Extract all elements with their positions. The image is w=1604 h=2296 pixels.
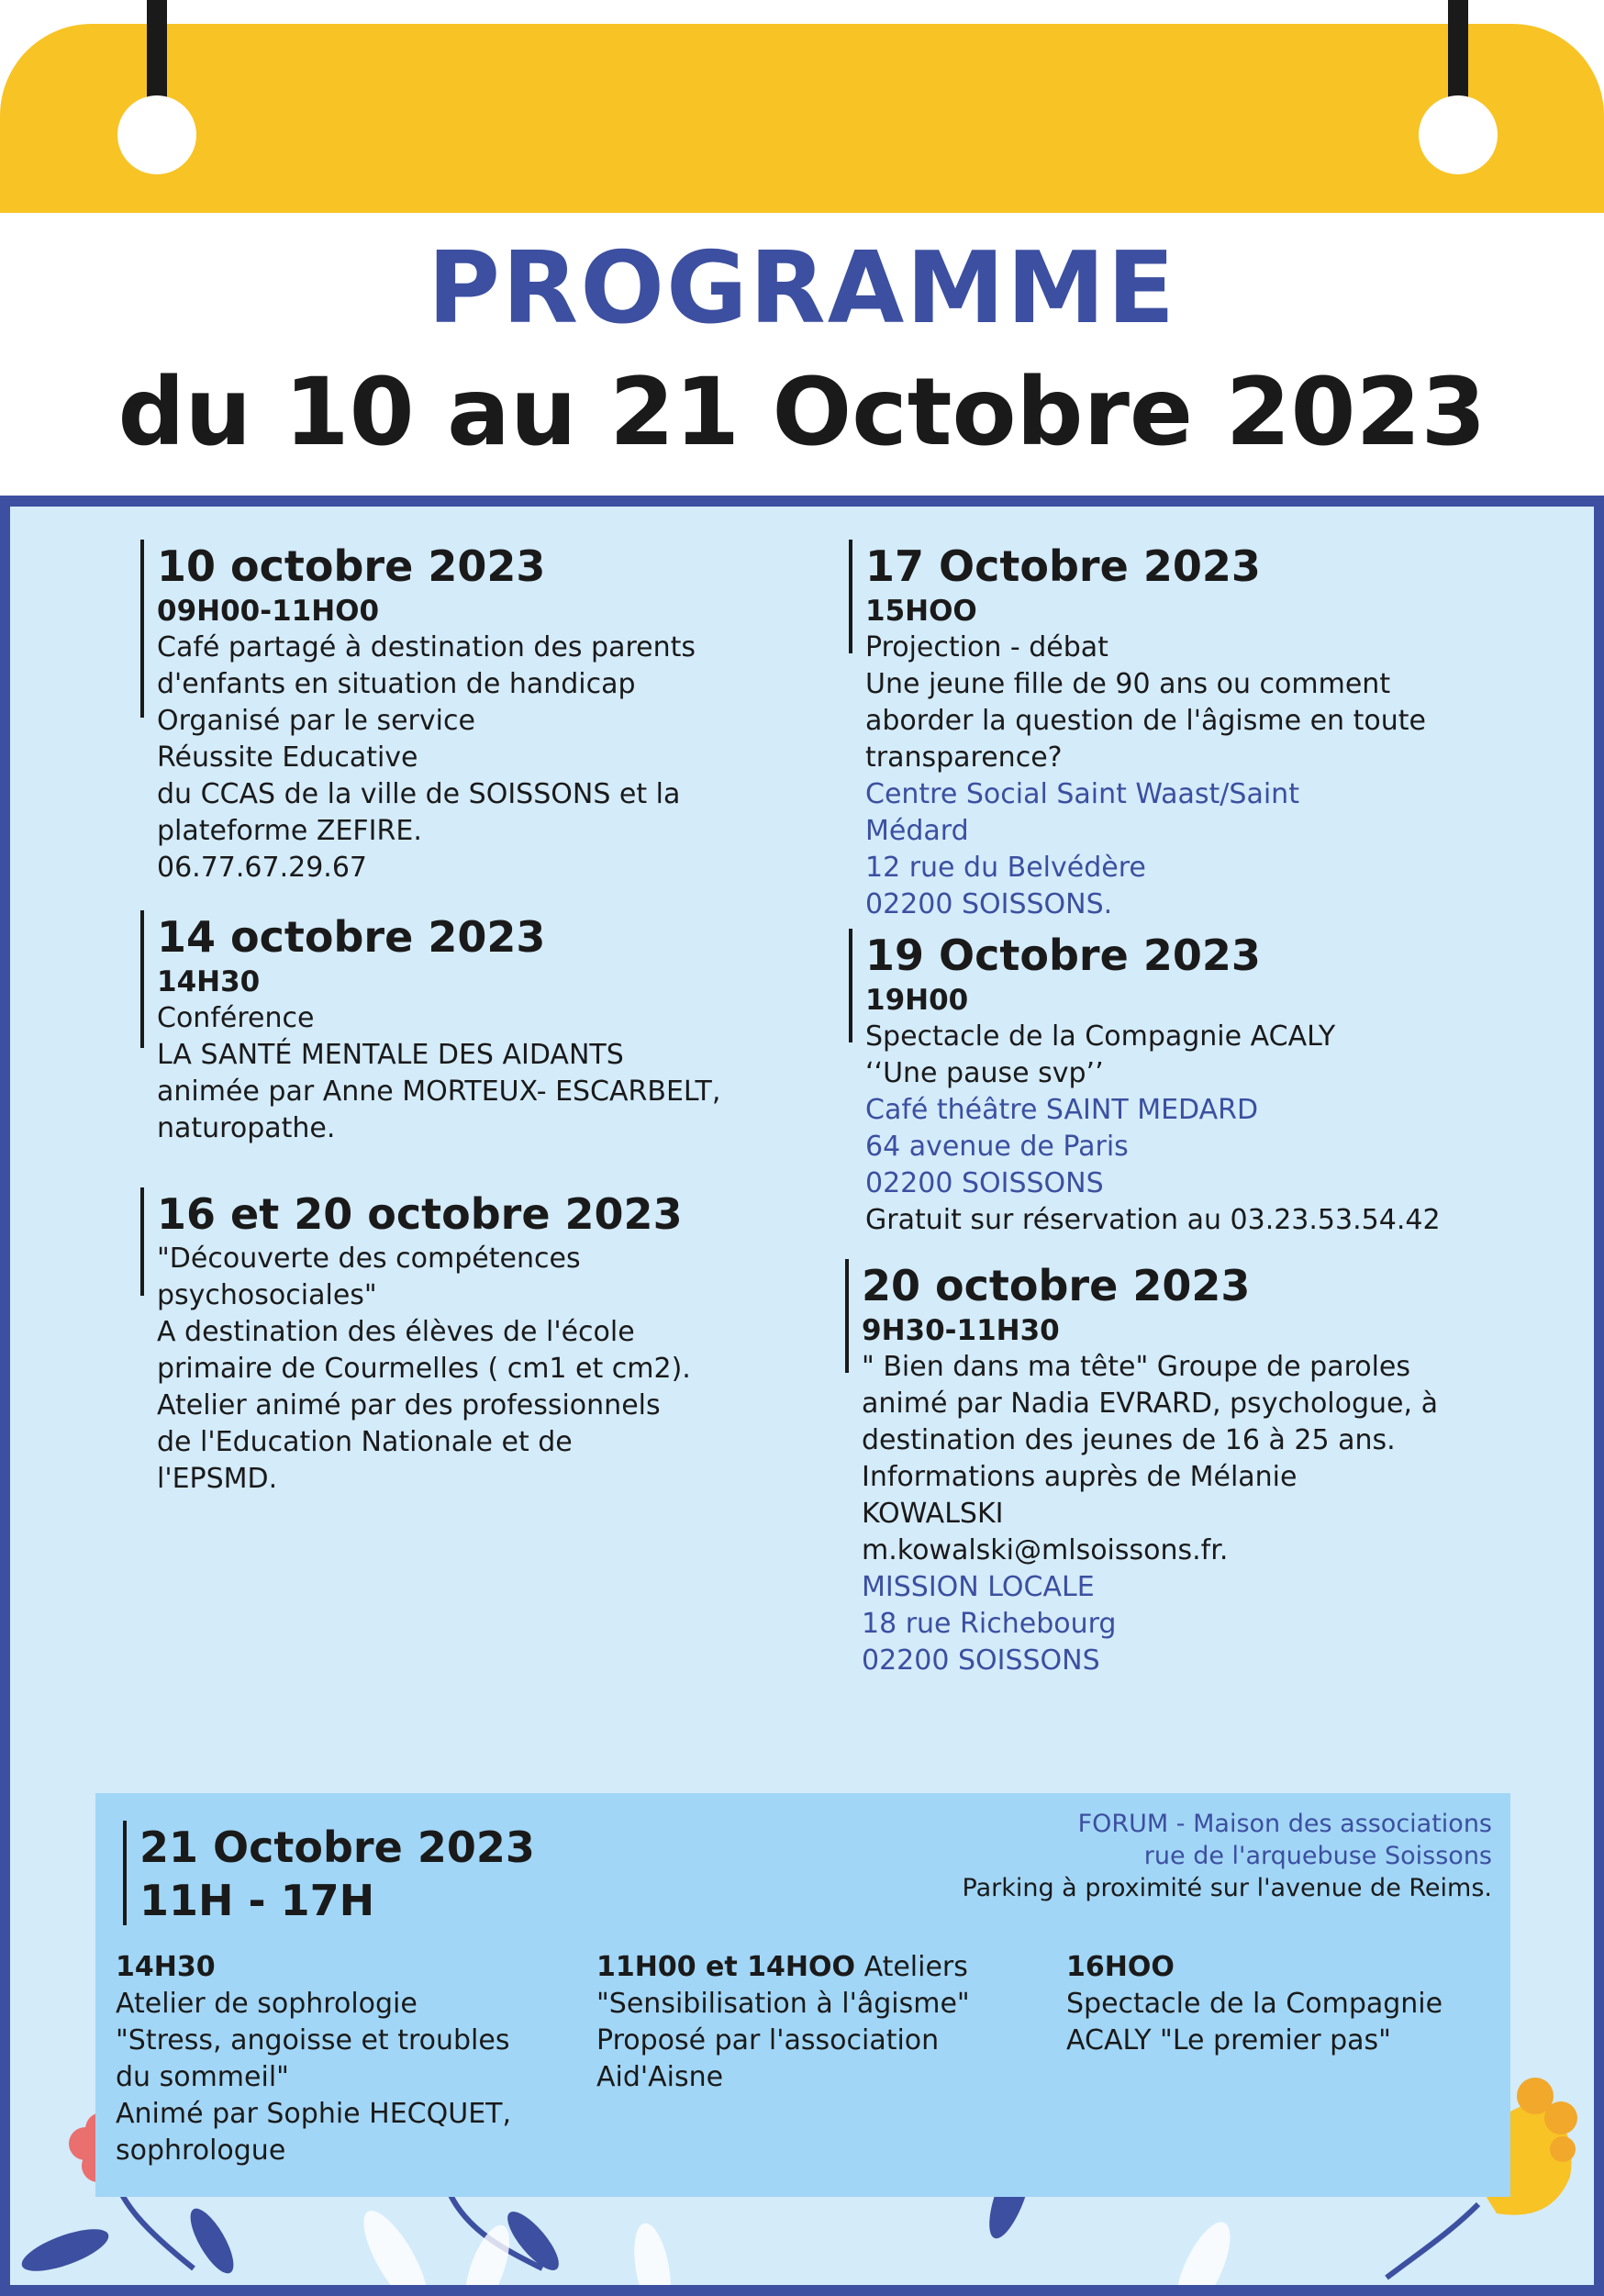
description-line: ‘‘Une pause svp’’: [865, 1057, 1104, 1089]
page-subtitle: du 10 au 21 Octobre 2023: [117, 358, 1487, 467]
description-line: ACALY "Le premier pas": [1066, 2024, 1391, 2056]
description-line: Une jeune fille de 90 ans ou comment: [865, 668, 1391, 700]
event-description: [157, 1241, 691, 1498]
description-line: A destination des élèves de l'école: [157, 1316, 635, 1348]
forum-hours: 11H - 17H: [139, 1876, 375, 1925]
event-time: 09H00-11HO0: [157, 595, 380, 628]
event-time: 9H30-11H30: [862, 1314, 1060, 1347]
activity-description: [1066, 1986, 1442, 2059]
description-line: l'EPSMD.: [157, 1463, 278, 1495]
description-line: Centre Social Saint Waast/Saint: [865, 778, 1299, 810]
event-accent-bar: [845, 1259, 849, 1373]
description-line: 02200 SOISSONS: [865, 1167, 1104, 1199]
event-date: 16 et 20 octobre 2023: [157, 1189, 683, 1239]
description-line: Spectacle de la Compagnie ACALY: [865, 1020, 1336, 1053]
description-line: Conférence: [157, 1002, 315, 1034]
forum-activity-ateliers: [596, 1949, 970, 2096]
description-line: Animé par Sophie HECQUET,: [116, 2098, 512, 2130]
description-line: primaire de Courmelles ( cm1 et cm2).: [157, 1353, 691, 1385]
description-line: 64 avenue de Paris: [865, 1131, 1129, 1163]
activity-description: [596, 1986, 970, 2096]
description-line: transparence?: [865, 741, 1063, 774]
description-line: de l'Education Nationale et de: [157, 1426, 573, 1458]
description-line: Médard: [865, 815, 969, 847]
description-line: LA SANTÉ MENTALE DES AIDANTS: [157, 1039, 624, 1071]
activity-time-suffix: Ateliers: [855, 1951, 968, 1983]
description-line: "Sensibilisation à l'âgisme": [596, 1988, 970, 2020]
forum-date: 21 Octobre 2023: [139, 1822, 535, 1872]
description-line: d'enfants en situation de handicap: [157, 668, 636, 700]
event-accent-bar: [140, 910, 144, 1048]
event-description: [865, 1019, 1441, 1239]
activity-time-line: [596, 1949, 970, 1986]
description-line: Café théâtre SAINT MEDARD: [865, 1094, 1259, 1126]
event-date: 20 octobre 2023: [862, 1261, 1251, 1310]
event-accent-bar: [123, 1821, 127, 1925]
description-line: Organisé par le service: [157, 705, 475, 737]
activity-time: 16HOO: [1066, 1951, 1175, 1983]
description-line: naturopathe.: [157, 1112, 336, 1144]
description-line: "Découverte des compétences: [157, 1243, 581, 1275]
forum-box: [95, 1793, 1510, 2197]
description-line: Atelier animé par des professionnels: [157, 1389, 661, 1421]
event-date: 14 octobre 2023: [157, 912, 546, 962]
description-line: 02200 SOISSONS: [862, 1644, 1100, 1677]
description-line: Aid'Aisne: [596, 2061, 724, 2093]
forum-location: [963, 1808, 1493, 1904]
activity-time: 11H00 et 14HOO: [596, 1951, 856, 1983]
page-title: PROGRAMME: [427, 231, 1177, 346]
calendar-ring-left: [117, 95, 196, 174]
forum-activity-spectacle: [1066, 1949, 1442, 2059]
description-line: du sommeil": [116, 2061, 289, 2093]
event-description: [157, 630, 696, 886]
program-panel: [10, 507, 1594, 2285]
event-accent-bar: [140, 540, 144, 718]
description-line: 02200 SOISSONS.: [865, 888, 1113, 920]
description-line: Gratuit sur réservation au 03.23.53.54.42: [865, 1204, 1441, 1236]
event-accent-bar: [849, 929, 852, 1042]
description-line: animé par Nadia EVRARD, psychologue, à: [862, 1388, 1438, 1420]
event-date: 19 Octobre 2023: [865, 931, 1261, 980]
event-time: 14H30: [157, 965, 261, 998]
event-oct-10: [140, 540, 696, 886]
description-line: Café partagé à destination des parents: [157, 631, 696, 663]
description-line: " Bien dans ma tête" Groupe de paroles: [862, 1351, 1411, 1383]
description-line: Réussite Educative: [157, 741, 418, 774]
description-line: plateforme ZEFIRE.: [157, 815, 422, 847]
calendar-header-band: [0, 24, 1604, 213]
description-line: psychosociales": [157, 1279, 377, 1311]
event-description: [865, 630, 1426, 923]
event-description: [157, 1000, 720, 1147]
description-line: MISSION LOCALE: [862, 1571, 1095, 1603]
description-line: KOWALSKI: [862, 1498, 1004, 1530]
description-line: 12 rue du Belvédère: [865, 852, 1146, 884]
forum-activity-sophrologie: [116, 1949, 511, 2169]
description-line: Informations auprès de Mélanie: [862, 1461, 1298, 1493]
forum-place-line1: FORUM - Maison des associations: [1077, 1810, 1492, 1838]
description-line: aborder la question de l'âgisme en toute: [865, 705, 1426, 737]
activity-time: 14H30: [116, 1951, 216, 1983]
event-time: 19H00: [865, 984, 969, 1017]
forum-heading: [123, 1821, 535, 1927]
description-line: 06.77.67.29.67: [157, 852, 368, 884]
description-line: animée par Anne MORTEUX- ESCARBELT,: [157, 1076, 721, 1108]
event-oct-17: [849, 540, 1426, 923]
event-oct-19: [849, 929, 1441, 1239]
event-date: 17 Octobre 2023: [865, 541, 1261, 591]
event-date: 10 octobre 2023: [157, 541, 546, 591]
description-line: du CCAS de la ville de SOISSONS et la: [157, 778, 681, 810]
description-line: Atelier de sophrologie: [116, 1988, 418, 2020]
description-line: sophrologue: [116, 2134, 286, 2167]
event-time: 15HOO: [865, 595, 977, 628]
event-oct-14: [140, 910, 720, 1147]
activity-description: [116, 1986, 511, 2169]
forum-place-line2: rue de l'arquebuse Soissons: [1143, 1842, 1492, 1870]
leaf-branch-icon: [352, 2202, 1242, 2285]
description-line: Spectacle de la Compagnie: [1066, 1988, 1443, 2020]
description-line: "Stress, angoisse et troubles: [116, 2024, 510, 2056]
event-accent-bar: [140, 1187, 144, 1296]
description-line: Proposé par l'association: [596, 2024, 940, 2056]
calendar-ring-right: [1419, 95, 1498, 174]
description-line: destination des jeunes de 16 à 25 ans.: [862, 1424, 1396, 1456]
description-line: Projection - débat: [865, 631, 1108, 663]
event-oct-20: [845, 1259, 1438, 1679]
event-accent-bar: [849, 540, 852, 653]
event-description: [862, 1349, 1438, 1679]
description-line: 18 rue Richebourg: [862, 1608, 1117, 1640]
forum-parking: Parking à proximité sur l'avenue de Reims.: [962, 1874, 1492, 1902]
description-line: m.kowalski@mlsoissons.fr.: [862, 1534, 1229, 1566]
event-oct-16-20: [140, 1187, 691, 1498]
